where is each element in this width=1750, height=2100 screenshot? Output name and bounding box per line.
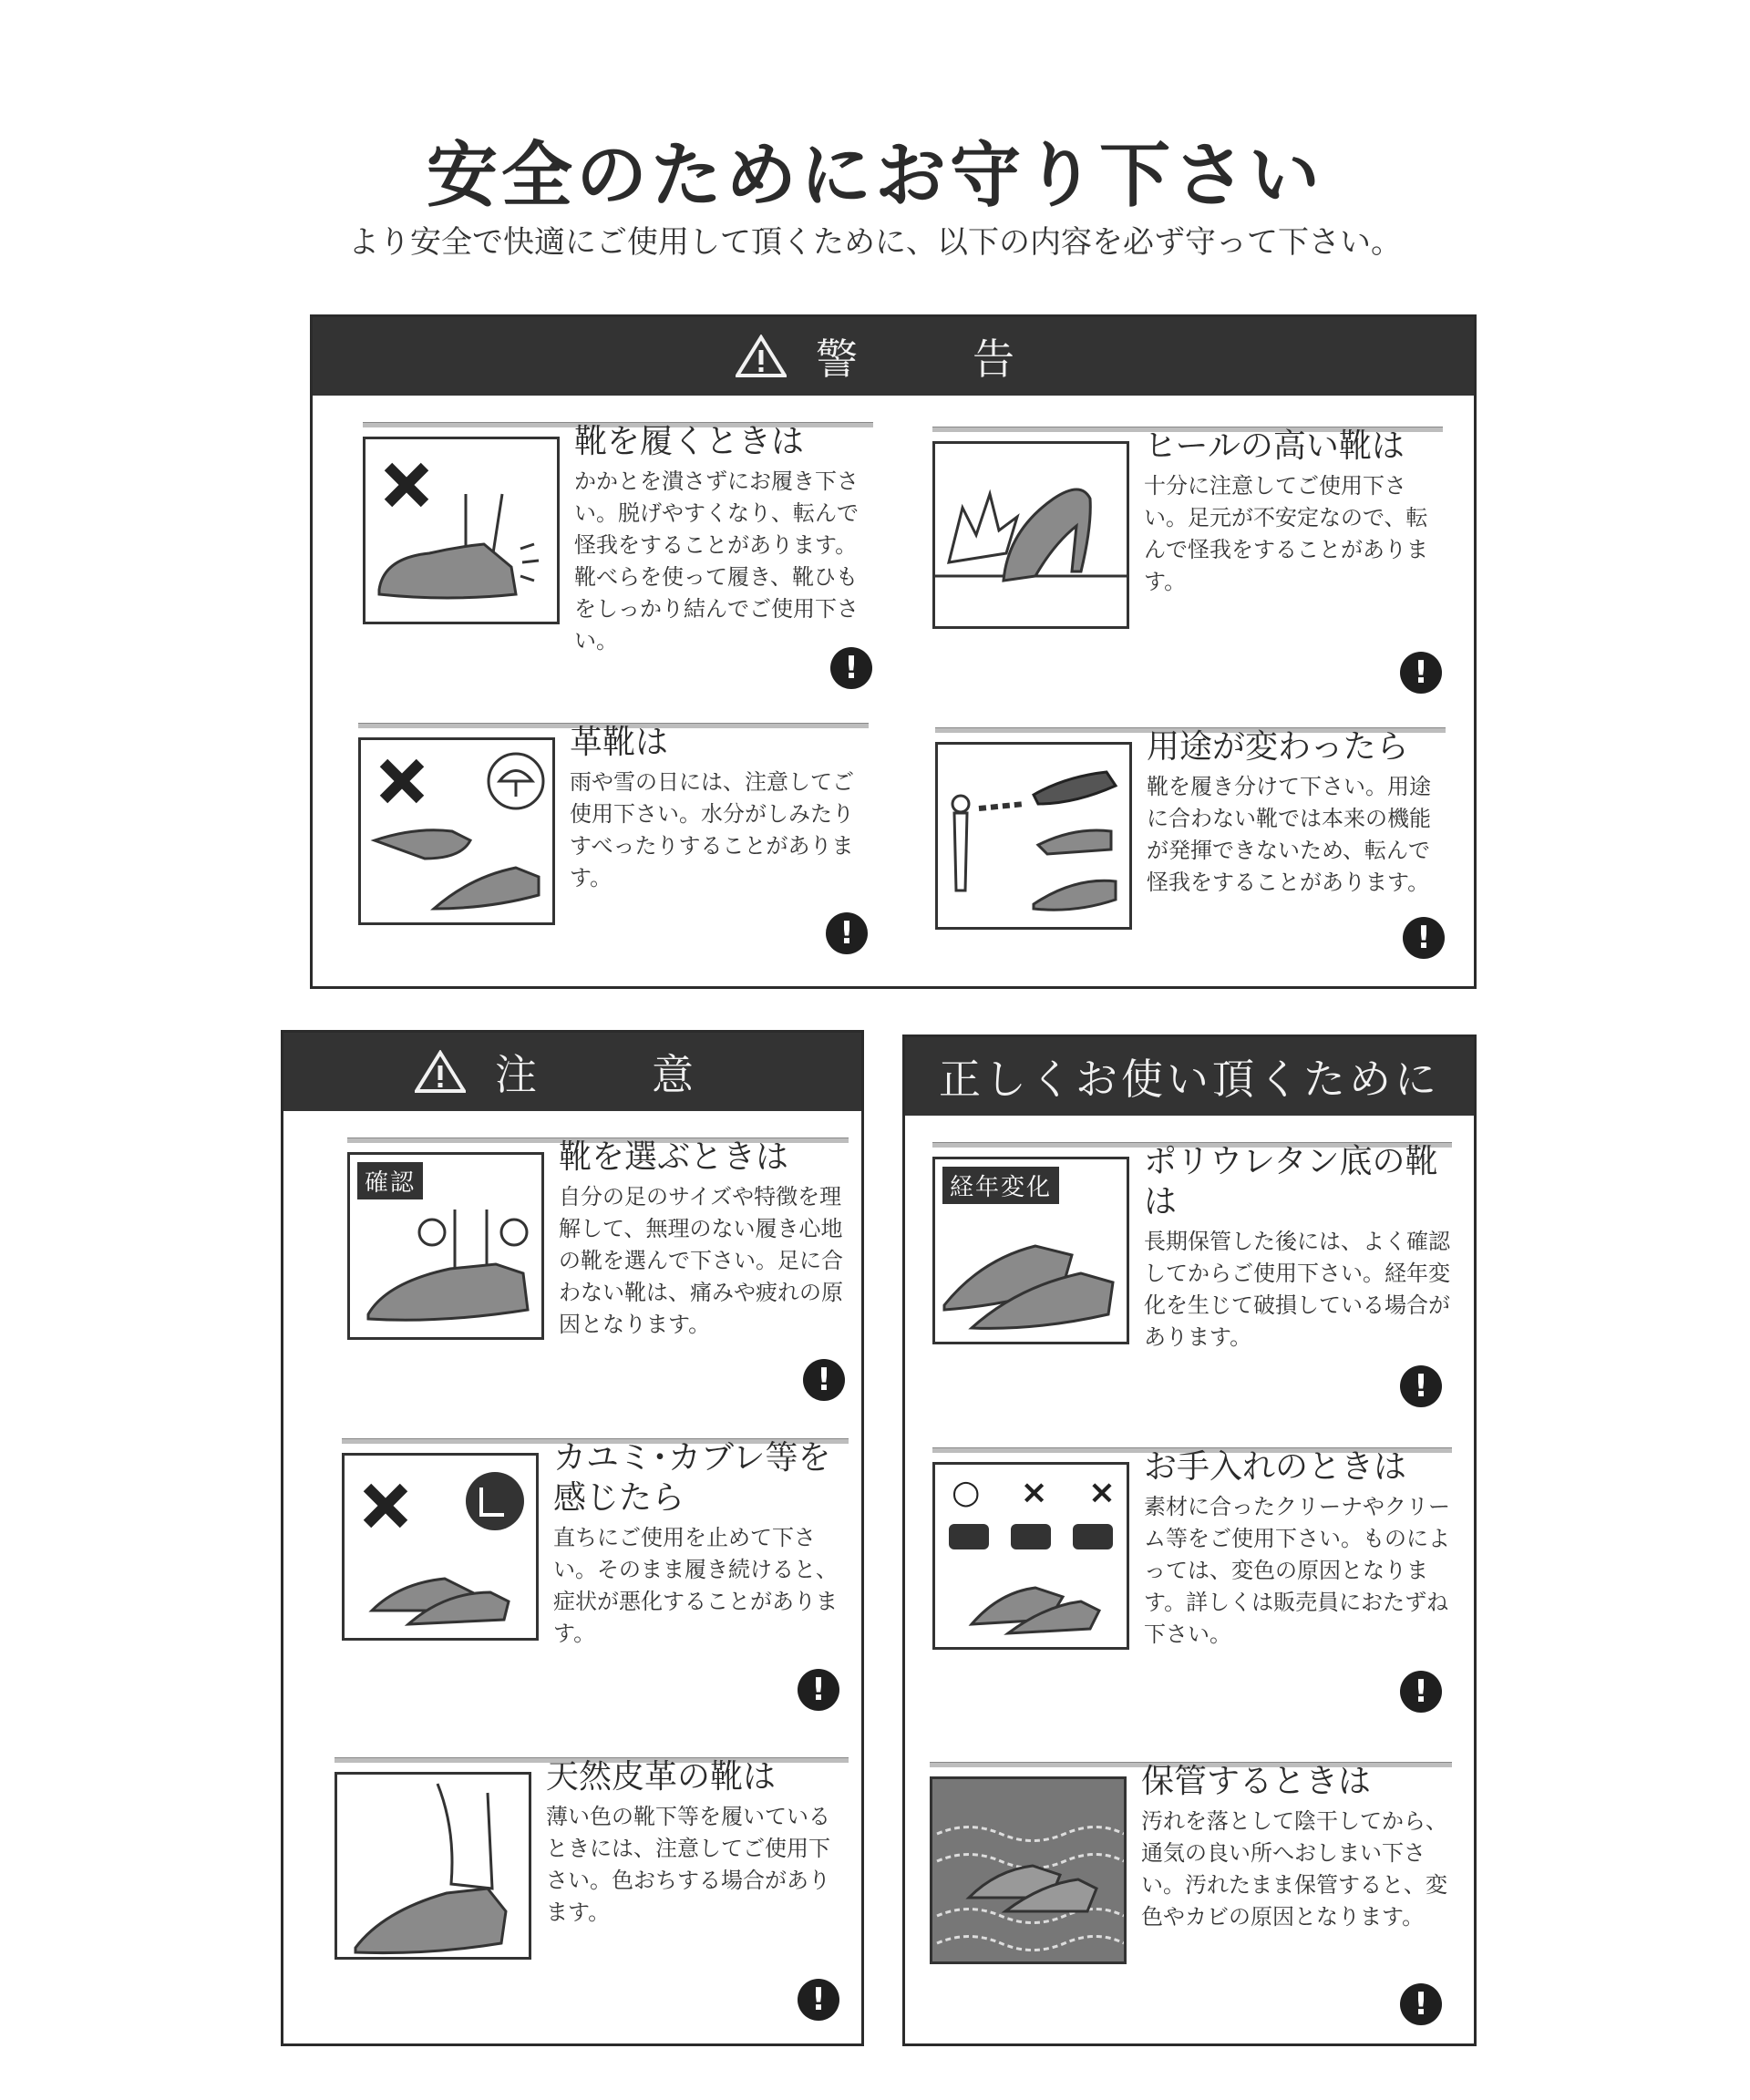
- warning-triangle-icon: [415, 1050, 466, 1094]
- warning-item-leather-shoes: [358, 723, 869, 960]
- aged-sole-illustration: [932, 1157, 1129, 1344]
- item-body: かかとを潰さずにお履き下さい。脱げやすくなり、転んで怪我をすることがあります。靴べらを使って履き、靴ひもをしっかり結んでご使用下さい。: [574, 468, 859, 654]
- page-title: 安全のためにお守り下さい: [426, 135, 1323, 217]
- item-body: 自分の足のサイズや特徴を理解して、無理のない履き心地の靴を選んで下さい。足に合わない靴は、痛みや疲れの原因となります。: [559, 1184, 843, 1337]
- item-title: 保管するときは: [1141, 1763, 1372, 1800]
- shoe-types-illustration: [935, 742, 1132, 930]
- proper-use-header: [905, 1037, 1474, 1116]
- shoe-heel-crush-illustration: [363, 437, 560, 624]
- suitability-marks: [952, 1474, 1116, 1511]
- cross-mark-icon: [388, 467, 425, 503]
- item-title: 靴を選ぶときは: [559, 1138, 789, 1176]
- item-body: 薄い色の靴下等を履いているときには、注意してご使用下さい。色おちする場合があります。: [546, 1804, 830, 1925]
- warning-header-label: 警 告: [816, 335, 1051, 384]
- aging-tag: 経年変化: [942, 1167, 1059, 1204]
- item-title: カユミ･カブレ等を感じたら: [553, 1439, 831, 1517]
- caution-item-choosing-shoes: [347, 1138, 849, 1411]
- warning-triangle-icon: [736, 335, 787, 378]
- exclamation-icon: !: [1403, 917, 1445, 959]
- exclamation-icon: !: [1400, 1983, 1442, 2025]
- caution-item-natural-leather: [335, 1757, 849, 2022]
- item-title: ヒールの高い靴は: [1144, 427, 1405, 465]
- item-title: 天然皮革の靴は: [546, 1758, 777, 1796]
- warning-panel: [310, 314, 1477, 989]
- ok-mark: ○: [952, 1474, 981, 1511]
- exclamation-icon: !: [798, 1979, 839, 2021]
- warning-header: [313, 317, 1474, 396]
- caution-panel: [281, 1030, 864, 2046]
- shoe-fitting-illustration: [347, 1152, 544, 1340]
- proper-item-storage: [930, 1762, 1452, 2026]
- item-title: 革靴は: [570, 724, 669, 761]
- item-body: 靴を履き分けて下さい。用途に合わない靴では本来の機能が発揮できないため、転んで怪我をすることがあります。: [1147, 774, 1431, 895]
- page-subtitle: より安全で快適にご使用して頂くために、以下の内容を必ず守って下さい。: [348, 224, 1402, 261]
- proper-use-panel: [902, 1035, 1477, 2046]
- proper-item-polyurethane: [932, 1142, 1452, 1415]
- slipping-shoes-illustration: [358, 737, 555, 925]
- ng-mark: ×: [1020, 1474, 1048, 1511]
- item-body: 汚れを落として陰干してから、通気の良い所へおしまい下さい。汚れたまま保管すると、変色やカビの原因となります。: [1141, 1808, 1447, 1930]
- item-body: 素材に合ったクリーナやクリーム等をご使用下さい。ものによっては、変色の原因となります。詳しくは販売員におたずね下さい。: [1144, 1494, 1450, 1647]
- shoe-care-illustration: [932, 1462, 1129, 1650]
- exclamation-icon: !: [826, 912, 868, 954]
- item-body: 雨や雪の日には、注意してご使用下さい。水分がしみたりすべったりすることがあります。: [570, 769, 854, 890]
- exclamation-icon: !: [803, 1359, 845, 1401]
- storage-illustration: [930, 1776, 1127, 1964]
- item-body: 直ちにご使用を止めて下さい。そのまま履き続けると、症状が悪化することがあります。: [553, 1525, 838, 1646]
- warning-item-high-heels: [932, 427, 1443, 709]
- exclamation-icon: !: [1400, 1365, 1442, 1407]
- warning-item-usage-change: [935, 727, 1446, 964]
- cross-mark-icon: [384, 763, 420, 799]
- caution-header: [283, 1033, 861, 1111]
- high-heel-fall-illustration: [932, 441, 1129, 629]
- caution-header-label: 注 意: [495, 1050, 730, 1099]
- item-title: お手入れのときは: [1144, 1448, 1407, 1486]
- item-body: 長期保管した後には、よく確認してからご使用下さい。経年変化を生じて破損している場合があります。: [1144, 1229, 1450, 1350]
- exclamation-icon: !: [798, 1669, 839, 1711]
- warning-item-wearing-shoes: [363, 422, 873, 705]
- item-title: 靴を履くときは: [574, 423, 805, 460]
- ng-mark: ×: [1087, 1474, 1116, 1511]
- exclamation-icon: !: [1400, 652, 1442, 694]
- caution-item-itching: [342, 1438, 849, 1712]
- skin-irritation-illustration: [342, 1453, 539, 1641]
- cross-mark-icon: [367, 1488, 404, 1524]
- exclamation-icon: !: [830, 647, 872, 689]
- proper-use-header-label: 正しくお使い頂くために: [939, 1055, 1440, 1104]
- item-title: 用途が変わったら: [1147, 728, 1409, 766]
- exclamation-icon: !: [1400, 1671, 1442, 1713]
- leather-shoe-illustration: [335, 1772, 531, 1960]
- item-body: 十分に注意してご使用下さい。足元が不安定なので、転んで怪我をすることがあります。: [1144, 473, 1428, 594]
- proper-item-care: [932, 1447, 1452, 1721]
- check-tag: 確認: [357, 1162, 423, 1199]
- item-title: ポリウレタン底の靴は: [1144, 1143, 1438, 1220]
